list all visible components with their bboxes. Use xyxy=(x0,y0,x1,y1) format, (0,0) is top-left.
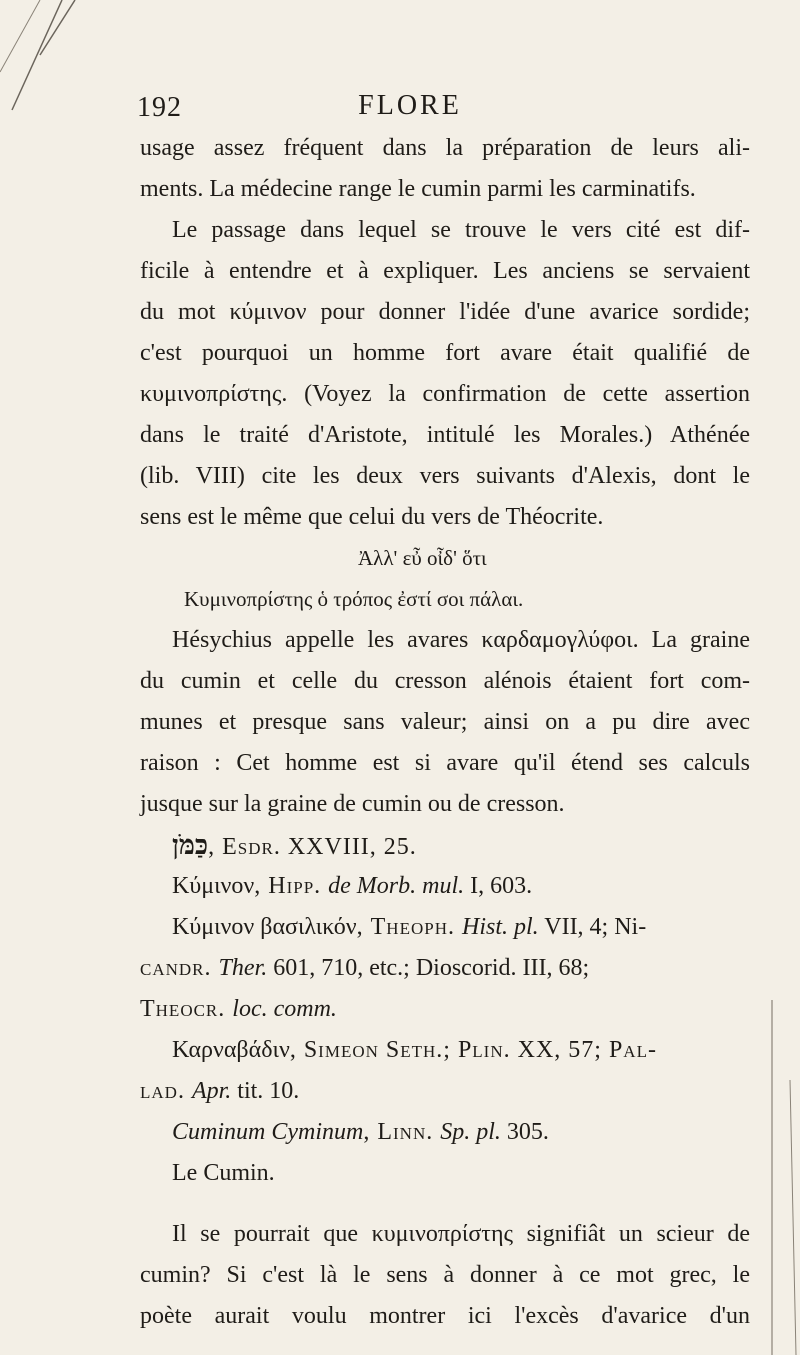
reference-theophrastus: Κύμινον βασιλικόν, Theoph. Hist. pl. VII, 4; Ni- xyxy=(172,914,647,940)
text-line: Hésychius appelle les avares καρδαμογλύφοι. La graine xyxy=(172,627,750,653)
page-number: 192 xyxy=(137,92,182,123)
text-line: usage assez fréquent dans la préparation de leurs ali- xyxy=(140,135,750,161)
text-line: poète aurait voulu montrer ici l'excès d'avarice d'un xyxy=(140,1303,750,1329)
reference-linnaeus: Cuminum Cyminum, Linn. Sp. pl. 305. xyxy=(172,1119,549,1145)
text-line: raison : Cet homme est si avare qu'il étend ses calculs xyxy=(140,750,750,776)
text-line: ficile à entendre et à expliquer. Les anciens se servaient xyxy=(140,258,750,284)
reference-simeon-seth: Καρναβάδιν, Simeon Seth.; Plin. XX, 57; Pal- xyxy=(172,1037,657,1063)
text-line: du mot κύμινον pour donner l'idée d'une avarice sordide; xyxy=(140,299,750,325)
text-line: cumin? Si c'est là le sens à donner à ce mot grec, le xyxy=(140,1262,750,1288)
greek-word: Κύμινον xyxy=(172,873,255,899)
verse-line: Ἀλλ' εὖ οἶδ' ὅτι xyxy=(358,546,487,570)
reference-theocritus: Theocr. loc. comm. xyxy=(140,996,337,1022)
text-line: c'est pourquoi un homme fort avare était qualifié de xyxy=(140,340,750,366)
page-header xyxy=(0,88,800,128)
text-line: κυμινοπρίστης. (Voyez la confirmation de cette assertion xyxy=(140,381,750,407)
text-line: sens est le même que celui du vers de Théocrite. xyxy=(140,504,604,530)
reference-palladius: lad. Apr. tit. 10. xyxy=(140,1078,300,1104)
text-line: du cumin et celle du cresson alénois étaient fort com- xyxy=(140,668,750,694)
running-title: FLORE xyxy=(358,90,462,121)
text-line: Le passage dans lequel se trouve le vers cité est dif- xyxy=(172,217,750,243)
reference-nicander: candr. Ther. 601, 710, etc.; Dioscorid. III, 68; xyxy=(140,955,590,981)
text-line: dans le traité d'Aristote, intitulé les Morales.) Athénée xyxy=(140,422,750,448)
common-name: Le Cumin. xyxy=(172,1160,275,1186)
text-line: munes et presque sans valeur; ainsi on a pu dire avec xyxy=(140,709,750,735)
body-text xyxy=(140,128,750,1337)
reference-hippocrates: Κύμινον, Hipp. de Morb. mul. I, 603. xyxy=(172,873,533,899)
reference-text: , Esdr. XXVIII, 25. xyxy=(208,834,417,860)
text-line: Il se pourrait que κυμινοπρίστης signifiât un scieur de xyxy=(172,1221,750,1247)
text-line: (lib. VIII) cite les deux vers suivants d'Alexis, dont le xyxy=(140,463,750,489)
paragraph-gap xyxy=(140,1194,750,1214)
text-line: ments. La médecine range le cumin parmi les carminatifs. xyxy=(140,176,696,202)
verse-line: Κυμινοπρίστης ὁ τρόπος ἐστί σοι πάλαι. xyxy=(184,587,524,611)
hebrew-word: כַּמֹּן xyxy=(172,830,209,860)
text-line: jusque sur la graine de cumin ou de cresson. xyxy=(140,791,565,817)
reference-hebrew xyxy=(140,825,750,866)
